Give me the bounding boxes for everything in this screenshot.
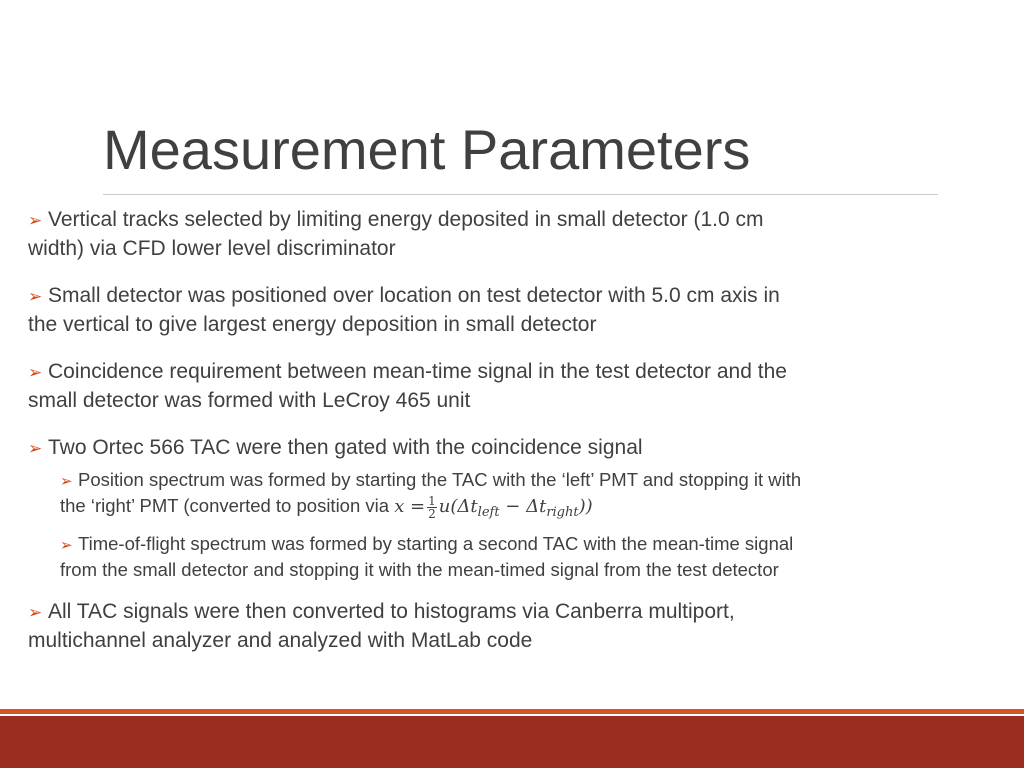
bullet-text: Two Ortec 566 TAC were then gated with the coincidence signal [48, 436, 643, 459]
footer-bar [0, 716, 1024, 768]
bullet-item [18, 358, 1008, 415]
bullet-item [18, 434, 1008, 463]
bullet-text: All TAC signals were then converted to histograms via Canberra multiport, [48, 600, 735, 623]
footer-accent-line [0, 709, 1024, 714]
arrow-bullet-icon: ➢ [28, 211, 43, 230]
fraction-denominator: 2 [428, 506, 436, 521]
formula-fraction [427, 495, 437, 520]
bullet-text: Vertical tracks selected by limiting energy deposited in small detector (1.0 cm [48, 208, 764, 231]
bullet-text: Small detector was positioned over location on test detector with 5.0 cm axis in [48, 284, 780, 307]
arrow-bullet-icon: ➢ [60, 537, 73, 554]
bullet-text-continuation: width) via CFD lower level discriminator [28, 237, 396, 260]
arrow-bullet-icon: ➢ [28, 363, 43, 382]
bullet-text-continuation: small detector was formed with LeCroy 465 unit [28, 389, 471, 412]
arrow-bullet-icon: ➢ [28, 439, 43, 458]
bullet-item [18, 206, 1008, 263]
arrow-bullet-icon: ➢ [28, 287, 43, 306]
sub-bullet-text: Time-of-flight spectrum was formed by starting a second TAC with the mean-time signal [78, 533, 794, 554]
formula-subscript-left: left [477, 505, 500, 520]
sub-bullet-list [18, 468, 1008, 582]
bullet-item [18, 282, 1008, 339]
formula-u: u(Δt [438, 496, 478, 517]
slide-title: Measurement Parameters [103, 118, 751, 181]
bullet-item [18, 598, 1008, 655]
fraction-numerator: 1 [428, 493, 436, 508]
sub-bullet-text-continuation: from the small detector and stopping it with the mean-timed signal from the test detector [60, 559, 779, 580]
formula-close: )) [578, 496, 593, 517]
arrow-bullet-icon: ➢ [60, 473, 73, 490]
formula-lhs: x = [394, 496, 426, 517]
arrow-bullet-icon: ➢ [28, 603, 43, 622]
sub-bullet-item [60, 468, 1008, 525]
title-divider [103, 194, 938, 195]
bullet-text: Coincidence requirement between mean-time signal in the test detector and the [48, 360, 787, 383]
formula-minus: − Δt [499, 496, 547, 517]
sub-bullet-text: Position spectrum was formed by starting the TAC with the ‘left’ PMT and stopping it with [78, 469, 802, 490]
position-formula [394, 493, 593, 521]
formula-subscript-right: right [546, 505, 579, 520]
sub-bullet-text-continuation: the ‘right’ PMT (converted to position via [60, 495, 395, 516]
bullet-text-continuation: the vertical to give largest energy deposition in small detector [28, 313, 597, 336]
sub-bullet-item [60, 532, 1008, 582]
slide-body [18, 206, 1008, 674]
bullet-text-continuation: multichannel analyzer and analyzed with MatLab code [28, 629, 533, 652]
